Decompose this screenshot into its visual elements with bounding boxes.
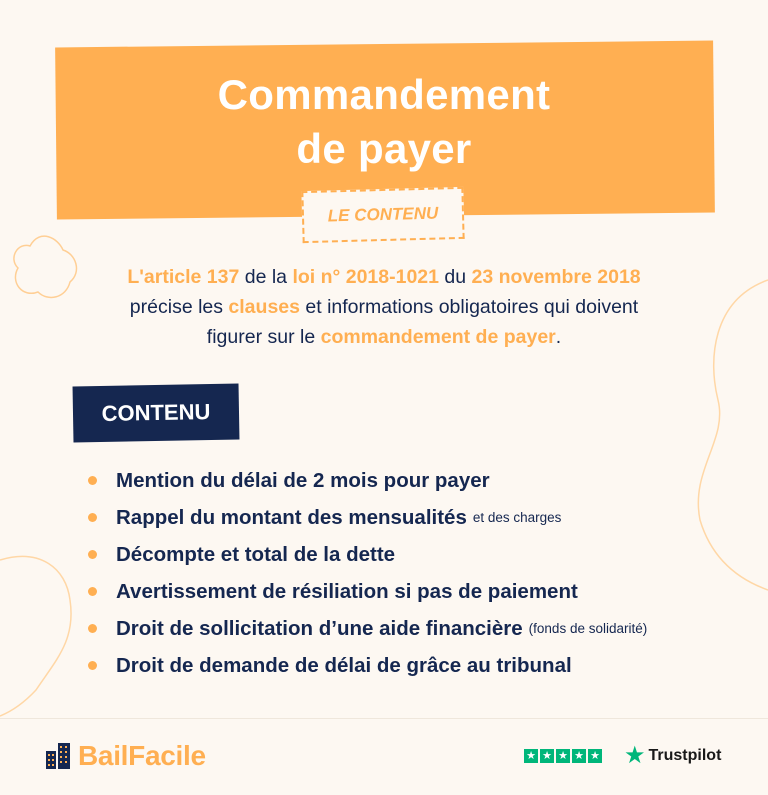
intro-text: et informations obligatoires qui doivent: [299, 296, 639, 318]
star-icon: ★: [540, 749, 554, 763]
intro-paragraph: [60, 262, 708, 352]
title-line-1: Commandement: [217, 71, 551, 118]
star-rating: [524, 749, 602, 763]
list-item-text: Droit de demande de délai de grâce au tribunal: [116, 653, 572, 677]
list-item-text: Droit de sollicitation d’une aide financière: [116, 616, 523, 640]
intro-line-1: [60, 262, 708, 292]
list-item-suffix: et des charges: [472, 510, 562, 525]
wave-line-left: [0, 556, 71, 716]
intro-text: de la: [239, 266, 293, 288]
list-item: [88, 462, 768, 499]
list-item: [88, 647, 768, 684]
list-item: [88, 536, 768, 573]
title-line-2: de payer: [296, 125, 472, 172]
bullet-icon: [88, 661, 97, 670]
logo-text: BailFacile: [78, 740, 206, 771]
list-item-text: Mention du délai de 2 mois pour payer: [116, 468, 490, 492]
article-ref: L'article 137: [127, 266, 240, 288]
contenu-label: [73, 384, 240, 443]
intro-text: .: [555, 326, 562, 348]
bullet-icon: [88, 624, 97, 633]
bullet-icon: [88, 550, 97, 559]
intro-text: précise les: [129, 296, 229, 318]
intro-text: figurer sur le: [206, 326, 321, 348]
list-item: [88, 573, 768, 610]
star-icon: ★: [572, 749, 586, 763]
list-item-suffix: (fonds de solidarité): [528, 621, 648, 636]
star-icon: ★: [556, 749, 570, 763]
clauses-highlight: clauses: [228, 296, 300, 318]
list-item: [88, 610, 768, 647]
commandement-highlight: commandement de payer: [320, 326, 556, 348]
content-list: [88, 462, 768, 684]
intro-text: du: [439, 266, 472, 288]
bullet-icon: [88, 476, 97, 485]
star-icon: ★: [524, 749, 538, 763]
trustpilot-star-icon: ★: [624, 742, 646, 769]
page-title: [0, 68, 768, 176]
date-ref: 23 novembre 2018: [471, 266, 641, 288]
intro-line-2: [60, 292, 708, 322]
list-item-text: Avertissement de résiliation si pas de paiement: [116, 579, 578, 603]
section-tag-label: LE CONTENU: [327, 203, 439, 226]
bailfacile-logo: [46, 740, 206, 772]
trustpilot-logo: [624, 744, 721, 768]
list-item-text: Rappel du montant des mensualités: [116, 505, 467, 529]
star-icon: ★: [588, 749, 602, 763]
law-ref: loi n° 2018-1021: [292, 266, 439, 288]
trustpilot-text: Trustpilot: [648, 747, 722, 764]
bullet-icon: [88, 513, 97, 522]
intro-line-3: [60, 322, 708, 352]
footer-divider: [0, 718, 768, 719]
list-item-text: Décompte et total de la dette: [116, 542, 396, 566]
section-tag: [301, 187, 464, 243]
building-icon: [46, 743, 70, 769]
bullet-icon: [88, 587, 97, 596]
list-item: [88, 499, 768, 536]
contenu-label-text: CONTENU: [101, 399, 211, 426]
